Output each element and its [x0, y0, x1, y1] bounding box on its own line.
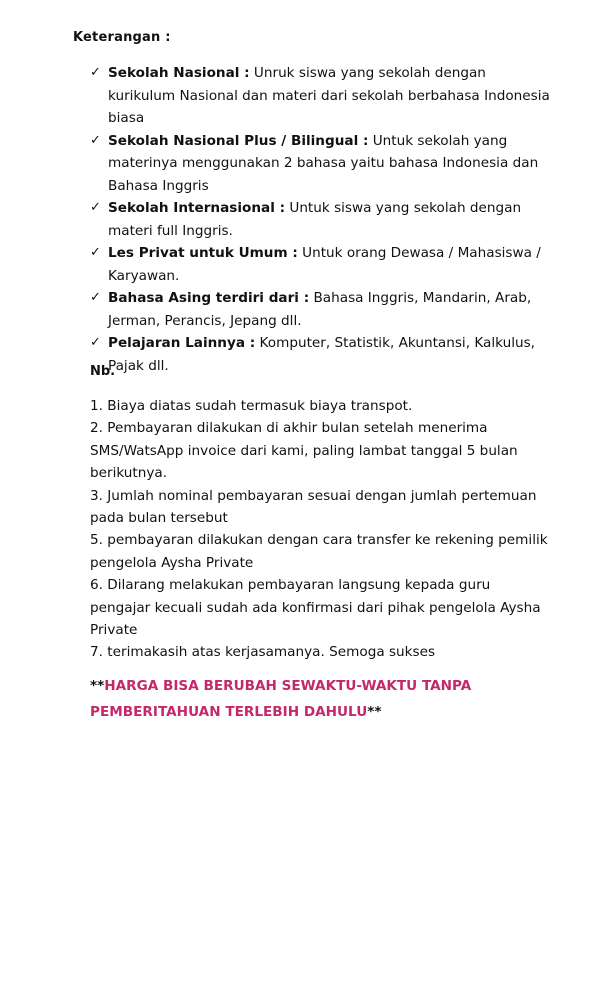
note-item: 6. Dilarang melakukan pembayaran langsung kepada guru pengajar kecuali sudah ada konfirmasi dari pihak pengelola Aysha Private [90, 577, 541, 639]
list-item [90, 130, 550, 198]
checkmark-icon: ✓ [90, 335, 101, 350]
checkmark-icon: ✓ [90, 65, 101, 80]
item-desc: Unruk siswa yang sekolah dengan kurikulum Nasional dan materi dari sekolah berbahasa Indonesia biasa [108, 65, 550, 126]
checkmark-icon: ✓ [90, 132, 101, 148]
list-item [90, 62, 550, 130]
item-desc: Bahasa Inggris, Mandarin, Arab, Jerman, Perancis, Jepang dll. [108, 290, 532, 329]
item-title: Bahasa Asing terdiri dari : [108, 290, 310, 306]
nb-heading: Nb. [90, 364, 116, 379]
warning-prefix: ** [90, 678, 105, 694]
item-title: Sekolah Nasional Plus / Bilingual : [108, 132, 369, 149]
item-desc: Untuk sekolah yang materinya menggunakan 2 bahasa yaitu bahasa Indonesia dan Bahasa Inggris [108, 132, 539, 194]
warning-suffix: ** [367, 704, 382, 720]
notes-list [90, 395, 550, 664]
note-item: 3. Jumlah nominal pembayaran sesuai dengan jumlah pertemuan pada bulan tersebut [90, 487, 537, 527]
note-item: 1. Biaya diatas sudah termasuk biaya transpot. [90, 398, 413, 414]
checkmark-icon: ✓ [90, 245, 101, 260]
note-item: 2. Pembayaran dilakukan di akhir bulan setelah menerima SMS/WatsApp invoice dari kami, paling lambat tanggal 5 bulan berikutnya. [90, 420, 518, 482]
price-warning [90, 673, 510, 725]
item-desc: Komputer, Statistik, Akuntansi, Kalkulus, Pajak dll. [108, 335, 535, 374]
item-title: Sekolah Nasional : [108, 65, 250, 81]
warning-text: HARGA BISA BERUBAH SEWAKTU-WAKTU TANPA PEMBERITAHUAN TERLEBIH DAHULU [90, 678, 472, 720]
list-item [90, 242, 550, 287]
item-title: Les Privat untuk Umum : [108, 245, 298, 261]
list-item [90, 197, 550, 242]
item-title: Pelajaran Lainnya : [108, 335, 256, 351]
program-list [90, 62, 550, 377]
keterangan-heading: Keterangan : [73, 30, 171, 45]
item-desc: Untuk orang Dewasa / Mahasiswa / Karyawan. [108, 245, 541, 284]
checkmark-icon: ✓ [90, 290, 101, 305]
list-item [90, 332, 550, 377]
item-desc: Untuk siswa yang sekolah dengan materi full Inggris. [108, 200, 522, 239]
note-item: 7. terimakasih atas kerjasamanya. Semoga sukses [90, 644, 436, 661]
checkmark-icon: ✓ [90, 200, 101, 215]
item-title: Sekolah Internasional : [108, 200, 286, 216]
note-item: 5. pembayaran dilakukan dengan cara transfer ke rekening pemilik pengelola Aysha Private [90, 532, 548, 571]
list-item [90, 287, 550, 332]
